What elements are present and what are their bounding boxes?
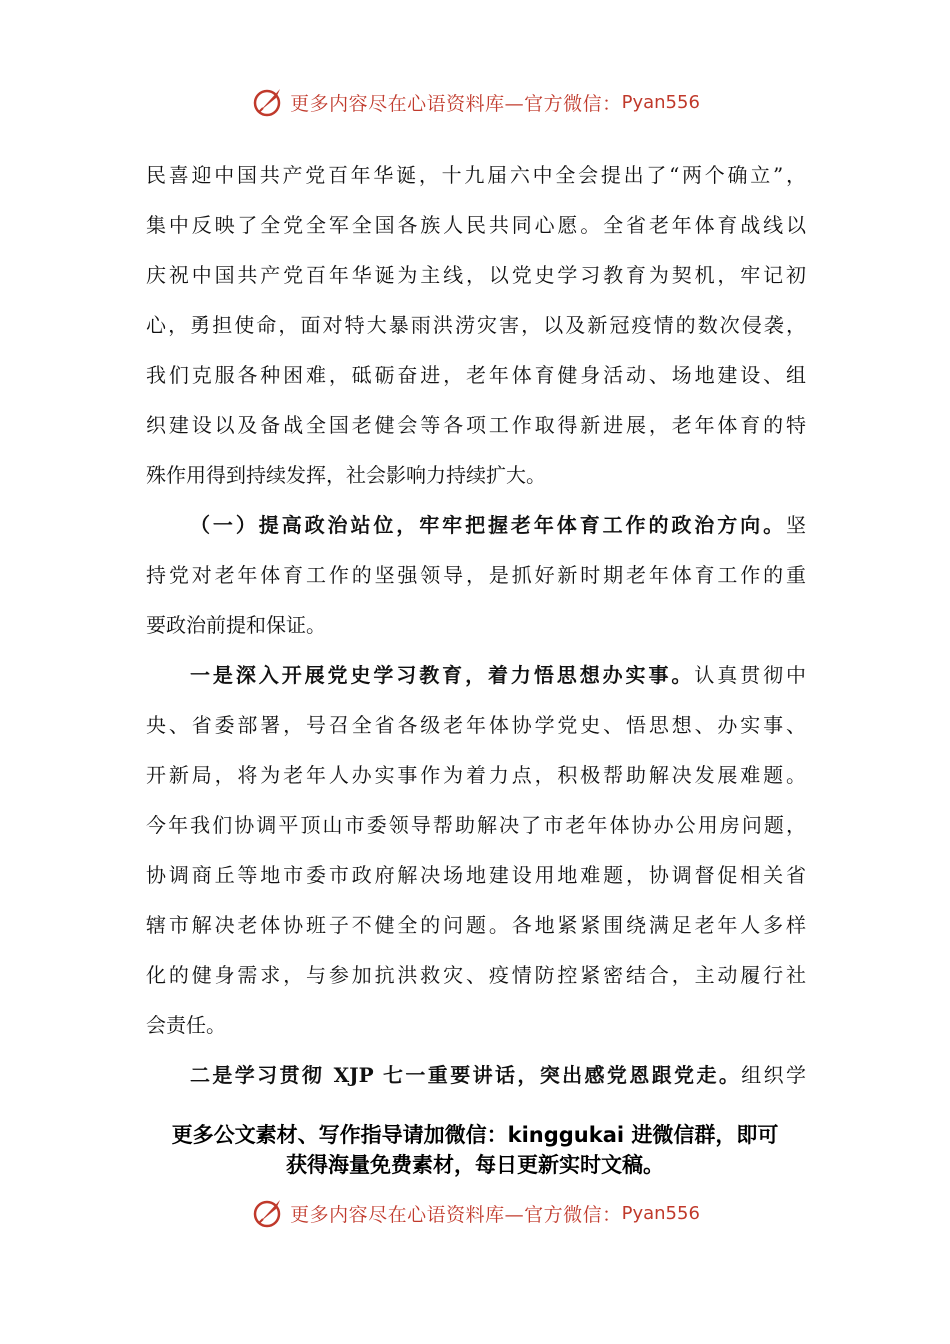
text-line: 协调商丘等地市委市政府解决场地建设用地难题，协调督促相关省 (146, 863, 806, 887)
section-heading: （一）提高政治站位，牢牢把握老年体育工作的政治方向。 (190, 513, 786, 537)
footer-note-line: 更多公文素材、写作指导请加微信：kinggukai 进微信群，即可 (171, 1123, 779, 1147)
paragraph-4 (146, 1050, 806, 1100)
text-line: 织建设以及备战全国老健会等各项工作取得新进展，老年体育的特 (146, 413, 806, 437)
quill-logo-icon (250, 84, 286, 120)
text-run: 组织学 (741, 1063, 807, 1087)
header-banner (0, 82, 950, 122)
text-line: 我们克服各种困难，砥砺奋进，老年体育健身活动、场地建设、组 (146, 363, 806, 387)
document-body (146, 150, 806, 1100)
text-line: 要政治前提和保证。 (146, 613, 326, 637)
footer-note-line: 获得海量免费素材，每日更新实时文稿。 (286, 1153, 664, 1177)
text-line: 辖市解决老体协班子不健全的问题。各地紧紧围绕满足老年人多样 (146, 913, 806, 937)
text-line: 开新局，将为老年人办实事作为着力点，积极帮助解决发展难题。 (146, 763, 806, 787)
text-line: 心，勇担使命，面对特大暴雨洪涝灾害，以及新冠疫情的数次侵袭， (146, 313, 806, 337)
banner-text: 更多内容尽在心语资料库—官方微信： (290, 92, 622, 115)
paragraph-1 (146, 150, 806, 500)
text-line: 今年我们协调平顶山市委领导帮助解决了市老年体协办公用房问题， (146, 813, 806, 837)
text-line: 集中反映了全党全军全国各族人民共同心愿。全省老年体育战线以 (146, 213, 806, 237)
text-line: 会责任。 (146, 1013, 226, 1037)
footer-banner (0, 1193, 950, 1233)
text-run: 认真贯彻中 (694, 663, 807, 687)
text-line: 持党对老年体育工作的坚强领导，是抓好新时期老年体育工作的重 (146, 563, 806, 587)
text-line: 庆祝中国共产党百年华诞为主线，以党史学习教育为契机，牢记初 (146, 263, 806, 287)
text-line: 民喜迎中国共产党百年华诞，十九届六中全会提出了“两个确立”， (146, 163, 806, 187)
text-line (146, 650, 806, 700)
text-line (146, 1050, 806, 1100)
quill-logo-icon (250, 1195, 286, 1231)
paragraph-3 (146, 650, 806, 1050)
footer-note (100, 1120, 850, 1180)
text-run: 坚 (786, 513, 806, 537)
text-line: 殊作用得到持续发挥，社会影响力持续扩大。 (146, 463, 546, 487)
subsection-heading: 一是深入开展党史学习教育，着力悟思想办实事。 (190, 663, 695, 687)
banner-text: 更多内容尽在心语资料库—官方微信： (290, 1203, 622, 1226)
banner-wechat-id: Pyan556 (621, 91, 700, 113)
paragraph-2 (146, 500, 806, 650)
text-line (146, 500, 806, 550)
subsection-heading: 二是学习贯彻 XJP 七一重要讲话，突出感党恩跟党走。 (190, 1063, 742, 1087)
banner-wechat-id: Pyan556 (621, 1202, 700, 1224)
text-line: 化的健身需求，与参加抗洪救灾、疫情防控紧密结合，主动履行社 (146, 963, 806, 987)
text-line: 央、省委部署，号召全省各级老年体协学党史、悟思想、办实事、 (146, 713, 806, 737)
